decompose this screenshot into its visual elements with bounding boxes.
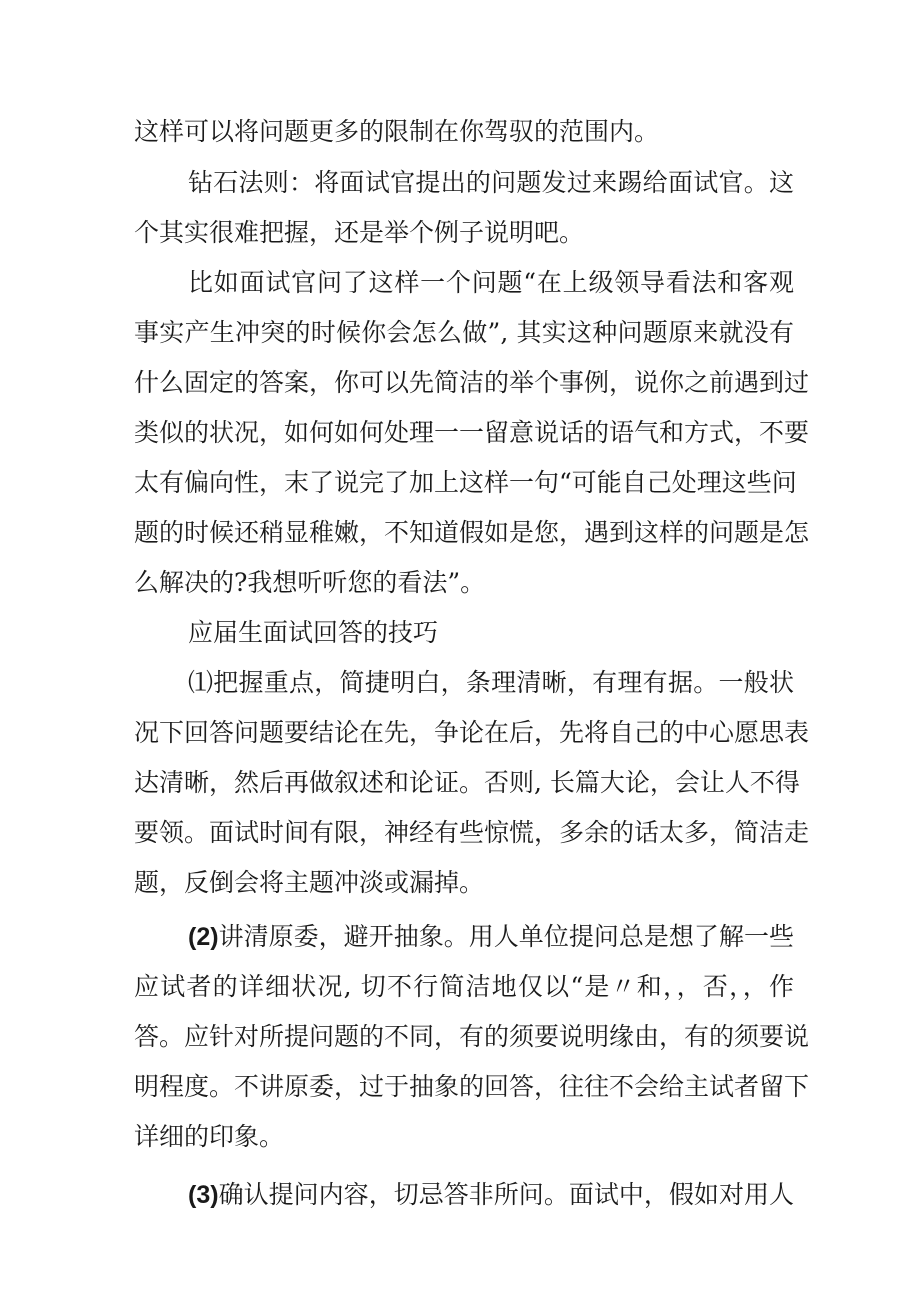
paragraph-3-line-3: 什么固定的答案，你可以先简洁的举个事例，说你之前遇到过	[134, 368, 810, 397]
paragraph-3-line-1: 比如面试官问了这样一个问题“在上级领导看法和客观	[188, 268, 794, 297]
paragraph-6-line-1-text: 确认提问内容，切忌答非所问。面试中，假如对用人	[218, 1180, 794, 1209]
section-heading: 应届生面试回答的技巧	[188, 618, 439, 647]
paragraph-4-line-4: 要领。面试时间有限，神经有些惊慌，多余的话太多，简洁走	[134, 818, 810, 847]
paragraph-3-line-7: 么解决的?我想听听您的看法”。	[134, 568, 486, 597]
paragraph-3-line-2: 事实产生冲突的时候你会怎么做”, 其实这种问题原来就没有	[134, 318, 794, 347]
paragraph-4-line-1: ⑴把握重点，简捷明白，条理清晰，有理有据。一般状	[188, 668, 794, 697]
paragraph-5-line-4: 明程度。不讲原委，过于抽象的回答，往往不会给主试者留下	[134, 1072, 810, 1101]
paragraph-4-line-3: 达清晰，然后再做叙述和论证。否则, 长篇大论，会让人不得	[134, 768, 800, 797]
paragraph-3-line-6: 题的时候还稍显稚嫩，不知道假如是您，遇到这样的问题是怎	[134, 518, 810, 547]
item-number: (3)	[188, 1181, 219, 1209]
paragraph-6-line-1	[188, 1180, 794, 1210]
paragraph-2-line-2: 个其实很难把握，还是举个例子说明吧。	[134, 218, 585, 247]
paragraph-3-line-5: 太有偏向性，末了说完了加上这样一句“可能自己处理这些问	[134, 468, 797, 497]
paragraph-4-line-5: 题，反倒会将主题冲淡或漏掉。	[134, 868, 485, 897]
paragraph-5-line-1	[188, 922, 794, 952]
paragraph-3-line-4: 类似的状况，如何如何处理一一留意说话的语气和方式，不要	[134, 418, 810, 447]
paragraph-4-line-2: 况下回答问题要结论在先，争论在后，先将自己的中心愿思表	[134, 718, 810, 747]
paragraph-1-line-1: 这样可以将问题更多的限制在你驾驭的范围内。	[134, 117, 660, 146]
paragraph-2-line-1: 钻石法则：将面试官提出的问题发过来踢给面试官。这	[188, 168, 794, 197]
paragraph-5-line-1-text: 讲清原委，避开抽象。用人单位提问总是想了解一些	[218, 922, 794, 951]
item-number: (2)	[188, 923, 219, 951]
paragraph-5-line-3: 答。应针对所提问题的不同，有的须要说明缘由，有的须要说	[134, 1022, 810, 1051]
paragraph-5-line-2: 应试者的详细状况, 切不行简洁地仅以“是〃和，，否，，作	[134, 972, 794, 1001]
paragraph-5-line-5: 详细的印象。	[134, 1122, 285, 1151]
